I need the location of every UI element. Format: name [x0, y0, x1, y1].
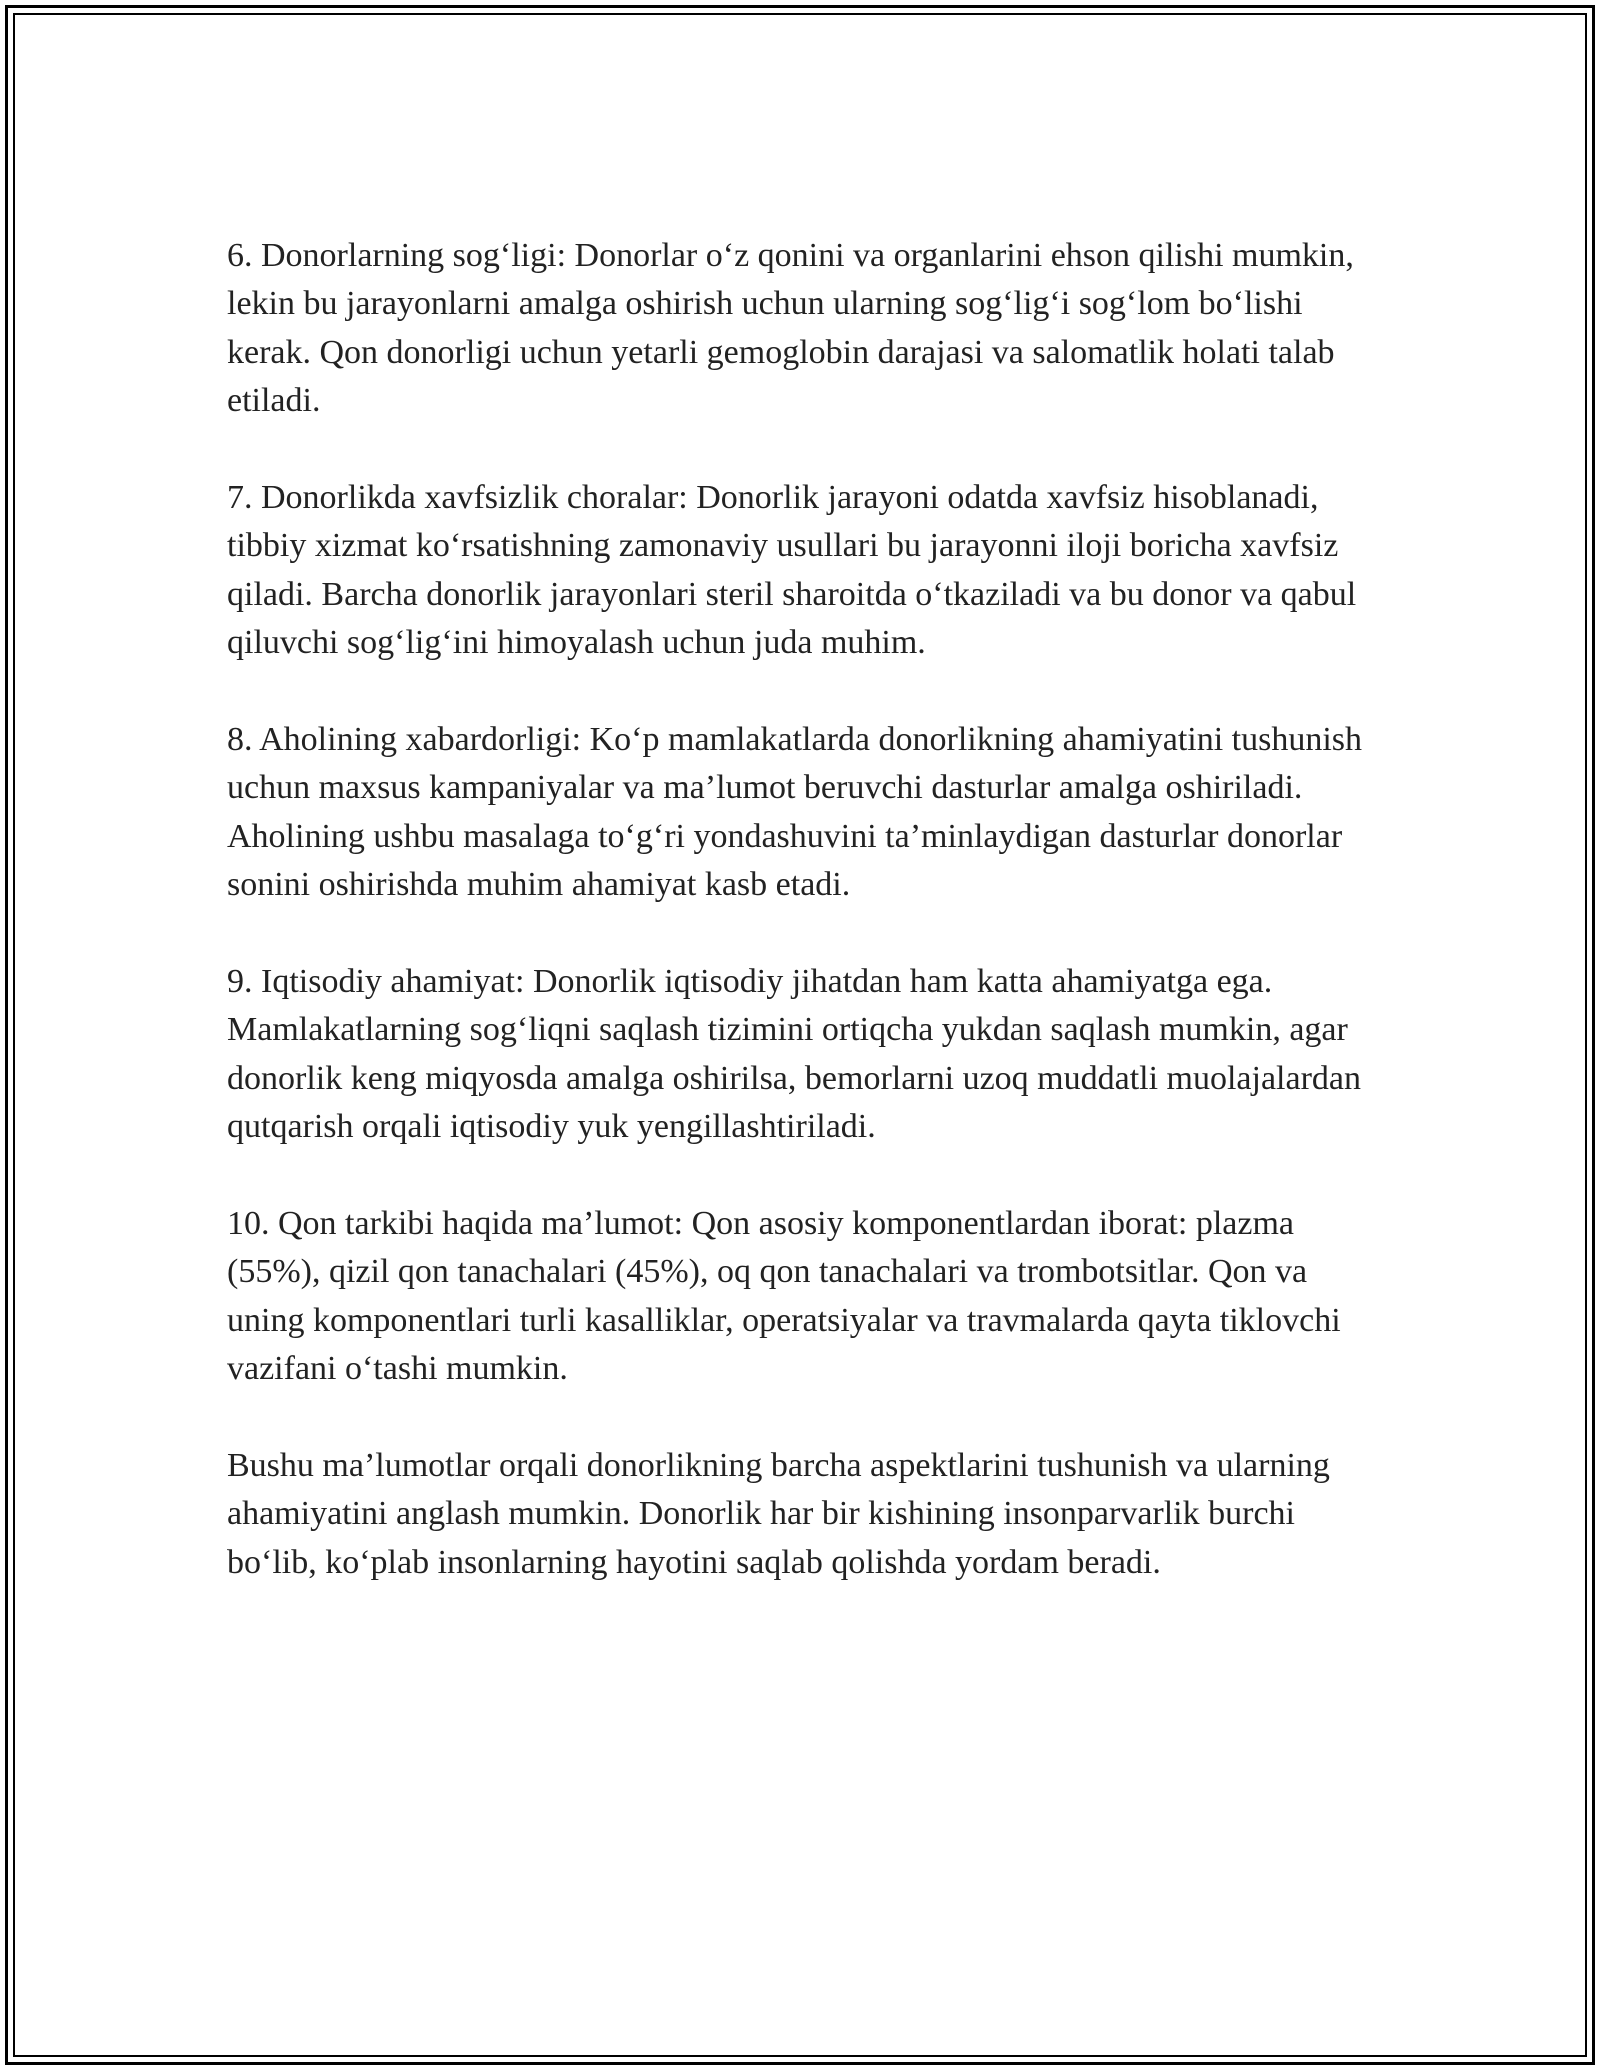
paragraph-blood-composition: 10. Qon tarkibi haqida ma’lumot: Qon asosiy komponentlardan iborat: plazma (55%), qizil qon tanachalari (45%), oq qon tanachalari va trombotsitlar. Qon va uning komponentlari turli kasalliklar, operatsiyalar va travmalarda qayta tiklovchi vazifani o‘tashi mumkin.	[227, 1205, 1341, 1388]
paragraph-economic-importance: 9. Iqtisodiy ahamiyat: Donorlik iqtisodiy jihatdan ham katta ahamiyatga ega. Mamlakatlarning sog‘liqni saqlash tizimini ortiqcha yukdan saqlash mumkin, agar donorlik keng miqyosda amalga oshirilsa, bemorlarni uzoq muddatli muolajalardan qutqarish orqali iqtisodiy yuk yengillashtiriladi.	[227, 963, 1362, 1146]
paragraph-donation-safety: 7. Donorlikda xavfsizlik choralar: Donorlik jarayoni odatda xavfsiz hisoblanadi, tibbiy xizmat ko‘rsatishning zamonaviy usullari bu jarayonni iloji boricha xavfsiz qiladi. Barcha donorlik jarayonlari steril sharoitda o‘tkaziladi va bu donor va qabul qiluvchi sog‘lig‘ini himoyalash uchun juda muhim.	[227, 479, 1357, 662]
paragraph-conclusion: Bushu ma’lumotlar orqali donorlikning barcha aspektlarini tushunish va ularning ahamiyatini anglash mumkin. Donorlik har bir kishining insonparvarlik burchi bo‘lib, ko‘plab insonlarning hayotini saqlab qolishda yordam beradi.	[227, 1447, 1330, 1581]
paragraph-public-awareness: 8. Aholining xabardorligi: Ko‘p mamlakatlarda donorlikning ahamiyatini tushunish uchun maxsus kampaniyalar va ma’lumot beruvchi dasturlar amalga oshiriladi. Aholining ushbu masalaga to‘g‘ri yondashuvini ta’minlaydigan dasturlar donorlar sonini oshirishda muhim ahamiyat kasb etadi.	[227, 721, 1363, 904]
document-body	[227, 232, 1387, 1587]
paragraph-donor-health: 6. Donorlarning sog‘ligi: Donorlar o‘z qonini va organlarini ehson qilishi mumkin, lekin bu jarayonlarni amalga oshirish uchun ularning sog‘lig‘i sog‘lom bo‘lishi kerak. Qon donorligi uchun yetarli gemoglobin darajasi va salomatlik holati talab etiladi.	[227, 237, 1354, 420]
